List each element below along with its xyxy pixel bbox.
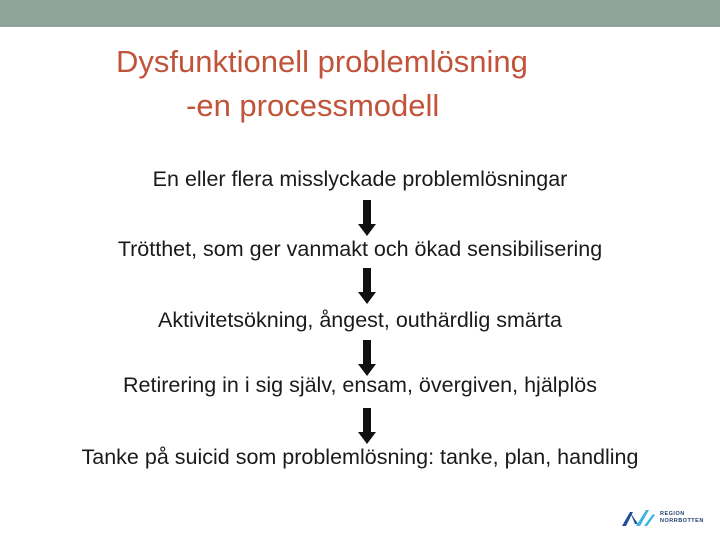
process-step-5: Tanke på suicid som problemlösning: tanke, plan, handling	[81, 445, 639, 469]
process-step-4: Retirering in i sig själv, ensam, övergiven, hjälplös	[122, 373, 597, 397]
down-arrow-icon	[358, 268, 376, 304]
logo-mark-icon	[620, 508, 656, 528]
slide-title-line-1: Dysfunktionell problemlösning	[116, 44, 528, 79]
region-norrbotten-logo	[620, 506, 710, 530]
process-step-1: En eller flera misslyckade problemlösningar	[152, 167, 568, 191]
down-arrow-icon	[358, 340, 376, 376]
down-arrow-icon	[358, 200, 376, 236]
top-bar	[0, 0, 720, 27]
process-step-3: Aktivitetsökning, ångest, outhärdlig smärta	[158, 308, 562, 332]
process-step-2: Trötthet, som ger vanmakt och ökad sensibilisering	[117, 237, 603, 261]
logo-text-norrbotten: NORRBOTTEN	[660, 518, 704, 524]
down-arrow-icon	[358, 408, 376, 444]
slide-title-line-2: -en processmodell	[186, 88, 440, 123]
logo-text-region: REGION	[660, 511, 685, 517]
